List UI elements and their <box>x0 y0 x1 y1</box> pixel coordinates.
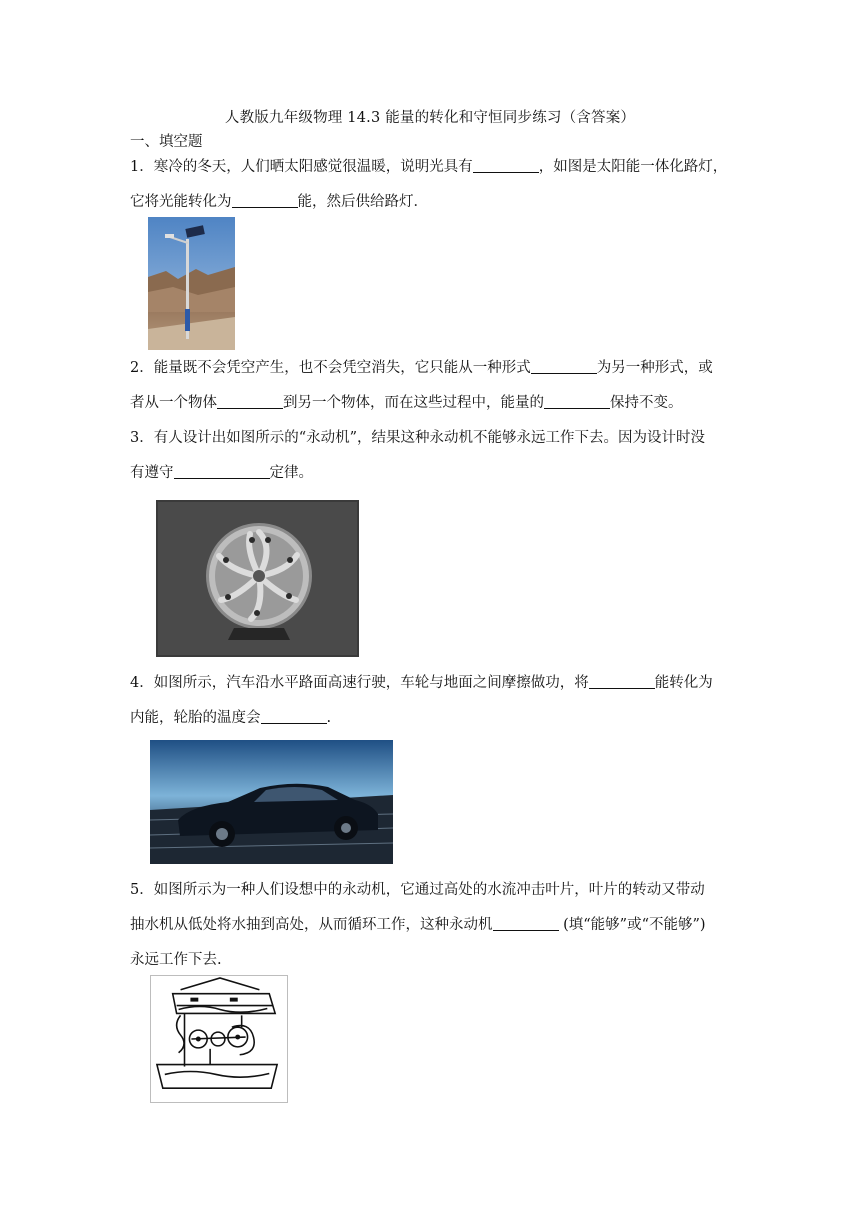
perpetual-motion-wheel-image <box>156 500 359 657</box>
answer-blank[interactable] <box>544 393 610 409</box>
answer-blank[interactable] <box>493 915 559 931</box>
answer-blank[interactable] <box>232 192 298 208</box>
answer-blank[interactable] <box>531 358 597 374</box>
answer-blank[interactable] <box>174 463 270 479</box>
question-2: 2．能量既不会凭空产生，也不会凭空消失，它只能从一种形式 为另一种形式，或 者从一个物体 到另一个物体，而在这些过程中，能量的 保持不变。 <box>130 360 713 411</box>
answer-blank[interactable] <box>589 673 655 689</box>
question-5: 5．如图所示为一种人们设想中的永动机，它通过高处的水流冲击叶片，叶片的转动又带动 抽水机从低处将水抽到高处，从而循环工作，这种永动机 (填“能够”或“不能够”) 永远工作下去. <box>130 882 706 968</box>
document-title: 人教版九年级物理 14.3 能量的转化和守恒同步练习（含答案） <box>224 110 636 126</box>
answer-blank[interactable] <box>217 393 283 409</box>
question-1: 1．寒冷的冬天，人们晒太阳感觉很温暖，说明光具有 ，如图是太阳能一体化路灯， 它将光能转化为 能，然后供给路灯． <box>130 159 728 210</box>
answer-blank[interactable] <box>261 708 327 724</box>
section-heading: 一、填空题 <box>130 134 203 150</box>
answer-blank[interactable] <box>473 157 539 173</box>
water-wheel-perpetual-machine-diagram <box>150 975 288 1103</box>
question-3: 3．有人设计出如图所示的“永动机”，结果这种永动机不能够永远工作下去。因为设计时没 有遵守 定律。 <box>130 430 706 481</box>
question-4: 4．如图所示，汽车沿水平路面高速行驶，车轮与地面之间摩擦做功，将 能转化为 内能，轮胎的温度会 . <box>130 675 713 726</box>
car-driving-image <box>150 740 393 864</box>
solar-street-lamp-image <box>148 217 235 350</box>
